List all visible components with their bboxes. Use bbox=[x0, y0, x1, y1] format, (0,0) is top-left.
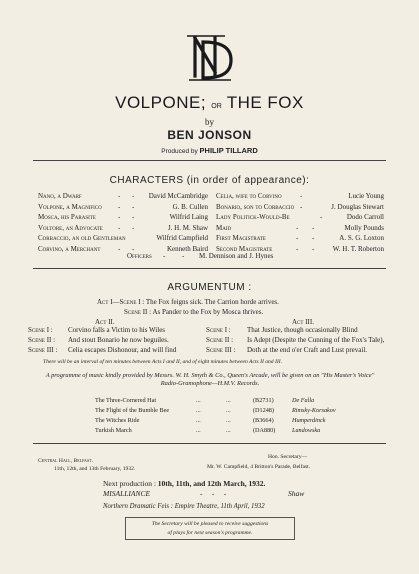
character-actor: Molly Pounds bbox=[344, 223, 384, 232]
next-play-title: MISALLIANCE bbox=[103, 489, 151, 498]
music-dots: ... bbox=[196, 427, 201, 434]
character-role: Volpone, a Magnifico bbox=[38, 202, 102, 211]
character-dash: - bbox=[296, 223, 299, 232]
music-record: (B2731) bbox=[253, 397, 274, 404]
character-dash: - bbox=[132, 202, 135, 211]
argumentum-heading: ARGUMENTUM : bbox=[167, 282, 252, 293]
character-actor: David McCambridge bbox=[148, 192, 208, 200]
divider bbox=[33, 443, 386, 444]
act1-scene2: Scene II : As Pander to the Fox by Mosca thrives. bbox=[124, 308, 264, 316]
music-composer: Landowska bbox=[292, 427, 321, 434]
venue-dates: 11th, 12th, and 13th February, 1932. bbox=[54, 466, 136, 472]
scene-text: And stout Bonario he now beguiles. bbox=[68, 336, 169, 344]
act3-scene-line bbox=[206, 336, 384, 344]
act2-heading: Act II. bbox=[95, 318, 115, 326]
character-dash: - bbox=[132, 244, 135, 253]
act2-scene-line bbox=[28, 336, 169, 344]
character-actor: G. B. Cullen bbox=[172, 202, 208, 211]
music-record: (B3664) bbox=[253, 417, 274, 424]
character-actor: A. S. G. Loxton bbox=[339, 234, 384, 242]
play-title: VOLPONE; or THE FOX bbox=[115, 93, 304, 112]
character-dash: - bbox=[312, 234, 315, 242]
officers-actor: M. Dennison and J. Hynes bbox=[199, 252, 274, 260]
character-role: Corvino, a Merchant bbox=[38, 244, 101, 253]
music-record: (DA880) bbox=[253, 427, 276, 434]
producer-line: Produced by PHILIP TILLARD bbox=[161, 146, 258, 155]
character-role: Celia, wife to Corvino bbox=[216, 192, 282, 200]
act2-scene-line bbox=[28, 346, 176, 354]
character-role: Bonario, son to Corbaccio bbox=[216, 202, 295, 211]
scene-label: Scene III : bbox=[206, 346, 236, 354]
character-dash: - bbox=[300, 192, 303, 200]
scene-label: Scene I : bbox=[28, 326, 53, 334]
character-dash: - bbox=[312, 223, 315, 232]
act3-scene-line bbox=[206, 326, 358, 334]
scene-text: That Justice, though occasionally Blind bbox=[247, 326, 358, 334]
character-dash: - bbox=[118, 223, 121, 232]
scene-label: Scene I : bbox=[206, 326, 231, 334]
character-dash: - bbox=[132, 213, 135, 221]
character-dash: - bbox=[118, 213, 121, 221]
nd-monogram-logo bbox=[181, 32, 237, 84]
music-title: The Flight of the Bumble Bee bbox=[95, 407, 170, 414]
suggestions-note-line1: The Secretary will be pleased to receive suggestions bbox=[151, 521, 269, 527]
character-actor: Wilfrid Laing bbox=[169, 213, 208, 221]
act2-scene-line bbox=[28, 326, 165, 334]
character-dash: - bbox=[132, 192, 135, 200]
music-dots: ... bbox=[226, 427, 231, 434]
character-actor: Kenneth Baird bbox=[166, 244, 208, 253]
character-role: First Magistrate bbox=[216, 234, 266, 242]
author-name: BEN JONSON bbox=[167, 128, 252, 142]
secretary-label: Hon. Secretary— bbox=[268, 454, 308, 460]
characters-heading: CHARACTERS (in order of appearance): bbox=[109, 175, 310, 186]
music-composer: Humperdinck bbox=[292, 417, 326, 424]
suggestions-note-box bbox=[125, 517, 295, 540]
act3-heading: Act III. bbox=[292, 318, 314, 326]
character-role: Mosca, his Parasite bbox=[38, 213, 96, 221]
scene-text: Corvino falls a Victim to his Wiles bbox=[68, 326, 166, 334]
next-play-author: Shaw bbox=[288, 489, 305, 498]
music-dots: ... bbox=[196, 407, 201, 414]
act1-scene1: Act I—Scene I : The Fox feigns sick. The Carrion horde arrives. bbox=[97, 298, 279, 306]
music-composer: Rimsky-Korsakov bbox=[292, 407, 336, 414]
music-title: Turkish March bbox=[95, 427, 132, 434]
scene-text: Is Adept (Despite the Cunning of the Fox's Tale), bbox=[247, 336, 385, 344]
officers-dash: - bbox=[163, 252, 166, 260]
character-actor: J. H. M. Shaw bbox=[167, 223, 208, 232]
divider bbox=[33, 160, 386, 161]
character-actor: W. H. T. Roberton bbox=[332, 244, 384, 253]
by-line: by bbox=[205, 117, 214, 127]
next-play-dashes: - - - bbox=[200, 489, 227, 498]
character-dash: - bbox=[118, 202, 121, 211]
northern-dramatic-feis: Northern Dramatic Feis : Empire Theatre, 11th April, 1932 bbox=[103, 503, 265, 510]
character-dash: - bbox=[300, 202, 303, 211]
music-dots: ... bbox=[226, 407, 231, 414]
suggestions-note-line2: of plays for next season's programme. bbox=[167, 530, 253, 536]
character-role: Voltore, an Advocate bbox=[38, 223, 103, 232]
music-composer: De Falla bbox=[292, 397, 315, 404]
character-dash: - bbox=[312, 244, 315, 253]
scene-label: Scene II : bbox=[28, 336, 56, 344]
music-dots: ... bbox=[226, 417, 231, 424]
character-actor: J. Douglas Stewart bbox=[331, 202, 384, 211]
character-dash: - bbox=[296, 234, 299, 242]
character-dash: - bbox=[132, 223, 135, 232]
next-production: Next production : 10th, 11th, and 12th March, 1932. bbox=[103, 479, 266, 488]
music-dots: ... bbox=[226, 397, 231, 404]
music-title: The Three-Cornered Hat bbox=[95, 397, 157, 404]
act3-scene-line bbox=[206, 346, 367, 354]
music-dots: ... bbox=[196, 417, 201, 424]
venue-name: Central Hall, Belfast. bbox=[38, 458, 94, 464]
character-role: Corbaccio, an old Gentleman bbox=[38, 234, 126, 242]
character-dash: - bbox=[296, 244, 299, 253]
character-dash: - bbox=[320, 213, 323, 221]
scene-label: Scene III : bbox=[28, 346, 58, 354]
character-role: Nano, a Dwarf bbox=[38, 192, 82, 200]
music-title: The Witches Ride bbox=[95, 417, 140, 424]
divider bbox=[33, 268, 386, 269]
character-actor: Wilfrid Campfield bbox=[156, 234, 208, 242]
character-actor: Lucie Young bbox=[348, 192, 384, 200]
music-intro: A programme of music kindly provided by Messrs. W. H. Smyth & Co., Queen's Arcade, will be given on an "His Master's Voice" Radio-Gramophone—H.M.V. Records. bbox=[45, 372, 375, 388]
character-dash: - bbox=[118, 192, 121, 200]
music-dots: ... bbox=[196, 397, 201, 404]
scene-label: Scene II : bbox=[206, 336, 234, 344]
interval-note: There will be an interval of ten minutes between Acts I and II, and of eight minutes between Acts II and III. bbox=[43, 359, 282, 365]
character-role: Lady Politick-Would-Be bbox=[216, 213, 290, 221]
scene-text: Doth at the end o'er Craft and Lust prevail. bbox=[247, 346, 368, 354]
secretary-details: Mr. W. Campfield, 4 Britton's Parade, Belfast. bbox=[207, 464, 311, 470]
character-role: Second Magistrate bbox=[216, 244, 273, 253]
scene-text: Celia escapes Dishonour, and will find bbox=[68, 346, 177, 354]
character-role: Maid bbox=[216, 223, 232, 232]
officers-role: Officers bbox=[127, 252, 152, 260]
character-dash: - bbox=[118, 244, 121, 253]
character-actor: Dodo Carroll bbox=[346, 213, 384, 221]
officers-dash: - bbox=[182, 252, 185, 260]
music-record: (D1248) bbox=[253, 407, 274, 414]
